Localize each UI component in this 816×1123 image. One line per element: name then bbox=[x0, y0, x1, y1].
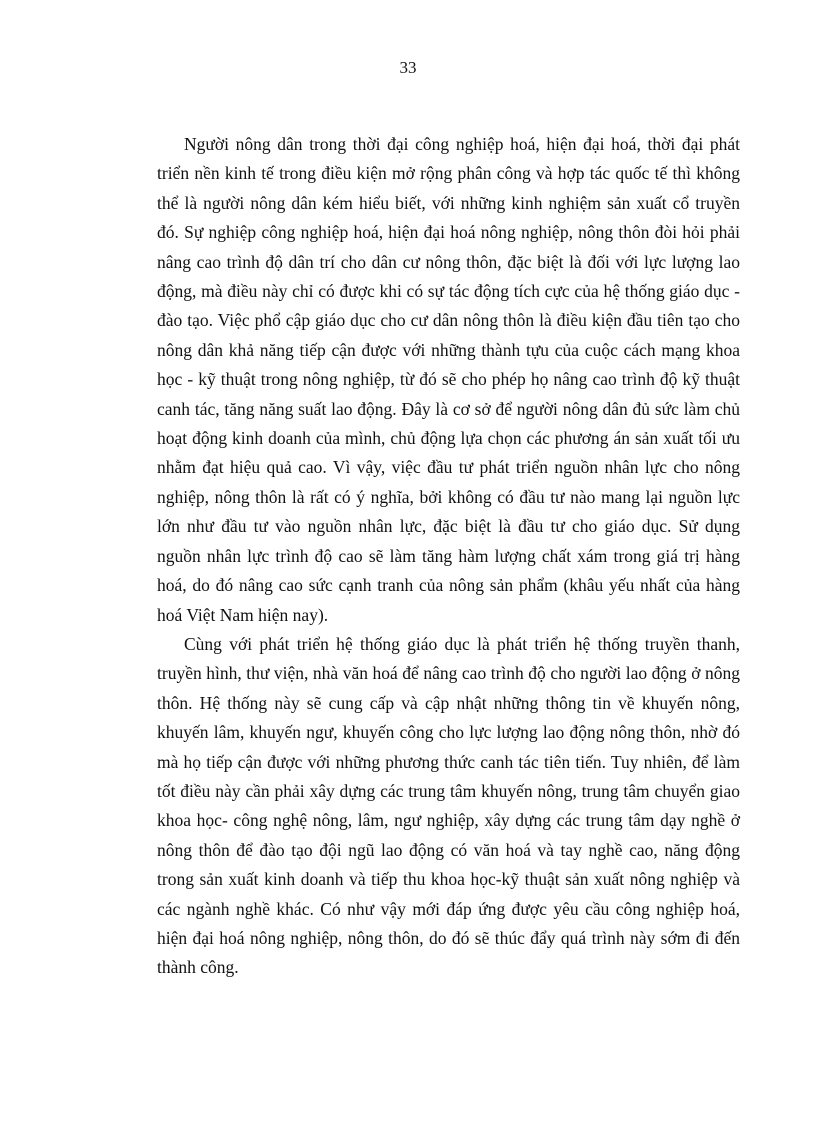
paragraph-2: Cùng với phát triển hệ thống giáo dục là phát triển hệ thống truyền thanh, truyền hình, thư viện, nhà văn hoá để nâng cao trình độ cho người lao động ở nông thôn. Hệ thống này sẽ cung cấp và cập nhật những thông tin về khuyến nông, khuyến lâm, khuyến ngư, khuyến công cho lực lượng lao động nông thôn, nhờ đó mà họ tiếp cận được với những phương thức canh tác tiên tiến. Tuy nhiên, để làm tốt điều này cần phải xây dựng các trung tâm khuyến nông, trung tâm chuyển giao khoa học- công nghệ nông, lâm, ngư nghiệp, xây dựng các trung tâm dạy nghề ở nông thôn để đào tạo đội ngũ lao động có văn hoá và tay nghề cao, năng động trong sản xuất kinh doanh và tiếp thu khoa học-kỹ thuật sản xuất nông nghiệp và các ngành nghề khác. Có như vậy mới đáp ứng được yêu cầu công nghiệp hoá, hiện đại hoá nông nghiệp, nông thôn, do đó sẽ thúc đẩy quá trình này sớm đi đến thành công. bbox=[157, 633, 740, 978]
paragraph-1: Người nông dân trong thời đại công nghiệp hoá, hiện đại hoá, thời đại phát triển nền kinh tế trong điều kiện mở rộng phân công và hợp tác quốc tế thì không thể là người nông dân kém hiểu biết, với những kinh nghiệm sản xuất cổ truyền đó. Sự nghiệp công nghiệp hoá, hiện đại hoá nông nghiệp, nông thôn đòi hỏi phải nâng cao trình độ dân trí cho dân cư nông thôn, đặc biệt là đối với lực lượng lao động, mà điều này chỉ có được khi có sự tác động tích cực của hệ thống giáo dục - đào tạo. Việc phổ cập giáo dục cho cư dân nông thôn là điều kiện đầu tiên tạo cho nông dân khả năng tiếp cận được với những thành tựu của cuộc cách mạng khoa học - kỹ thuật trong nông nghiệp, từ đó sẽ cho phép họ nâng cao trình độ kỹ thuật canh tác, tăng năng suất lao động. Đây là cơ sở để người nông dân đủ sức làm chủ hoạt động kinh doanh của mình, chủ động lựa chọn các phương án sản xuất tối ưu nhằm đạt hiệu quả cao. Vì vậy, việc đầu tư phát triển nguồn nhân lực cho nông nghiệp, nông thôn là rất có ý nghĩa, bởi không có đầu tư nào mang lại nguồn lực lớn như đầu tư vào nguồn nhân lực, đặc biệt là đầu tư cho giáo dục. Sử dụng nguồn nhân lực trình độ cao sẽ làm tăng hàm lượng chất xám trong giá trị hàng hoá, do đó nâng cao sức cạnh tranh của nông sản phẩm (khâu yếu nhất của hàng hoá Việt Nam hiện nay). bbox=[157, 134, 740, 625]
page-number: 33 bbox=[399, 58, 417, 77]
body-text bbox=[157, 130, 740, 983]
